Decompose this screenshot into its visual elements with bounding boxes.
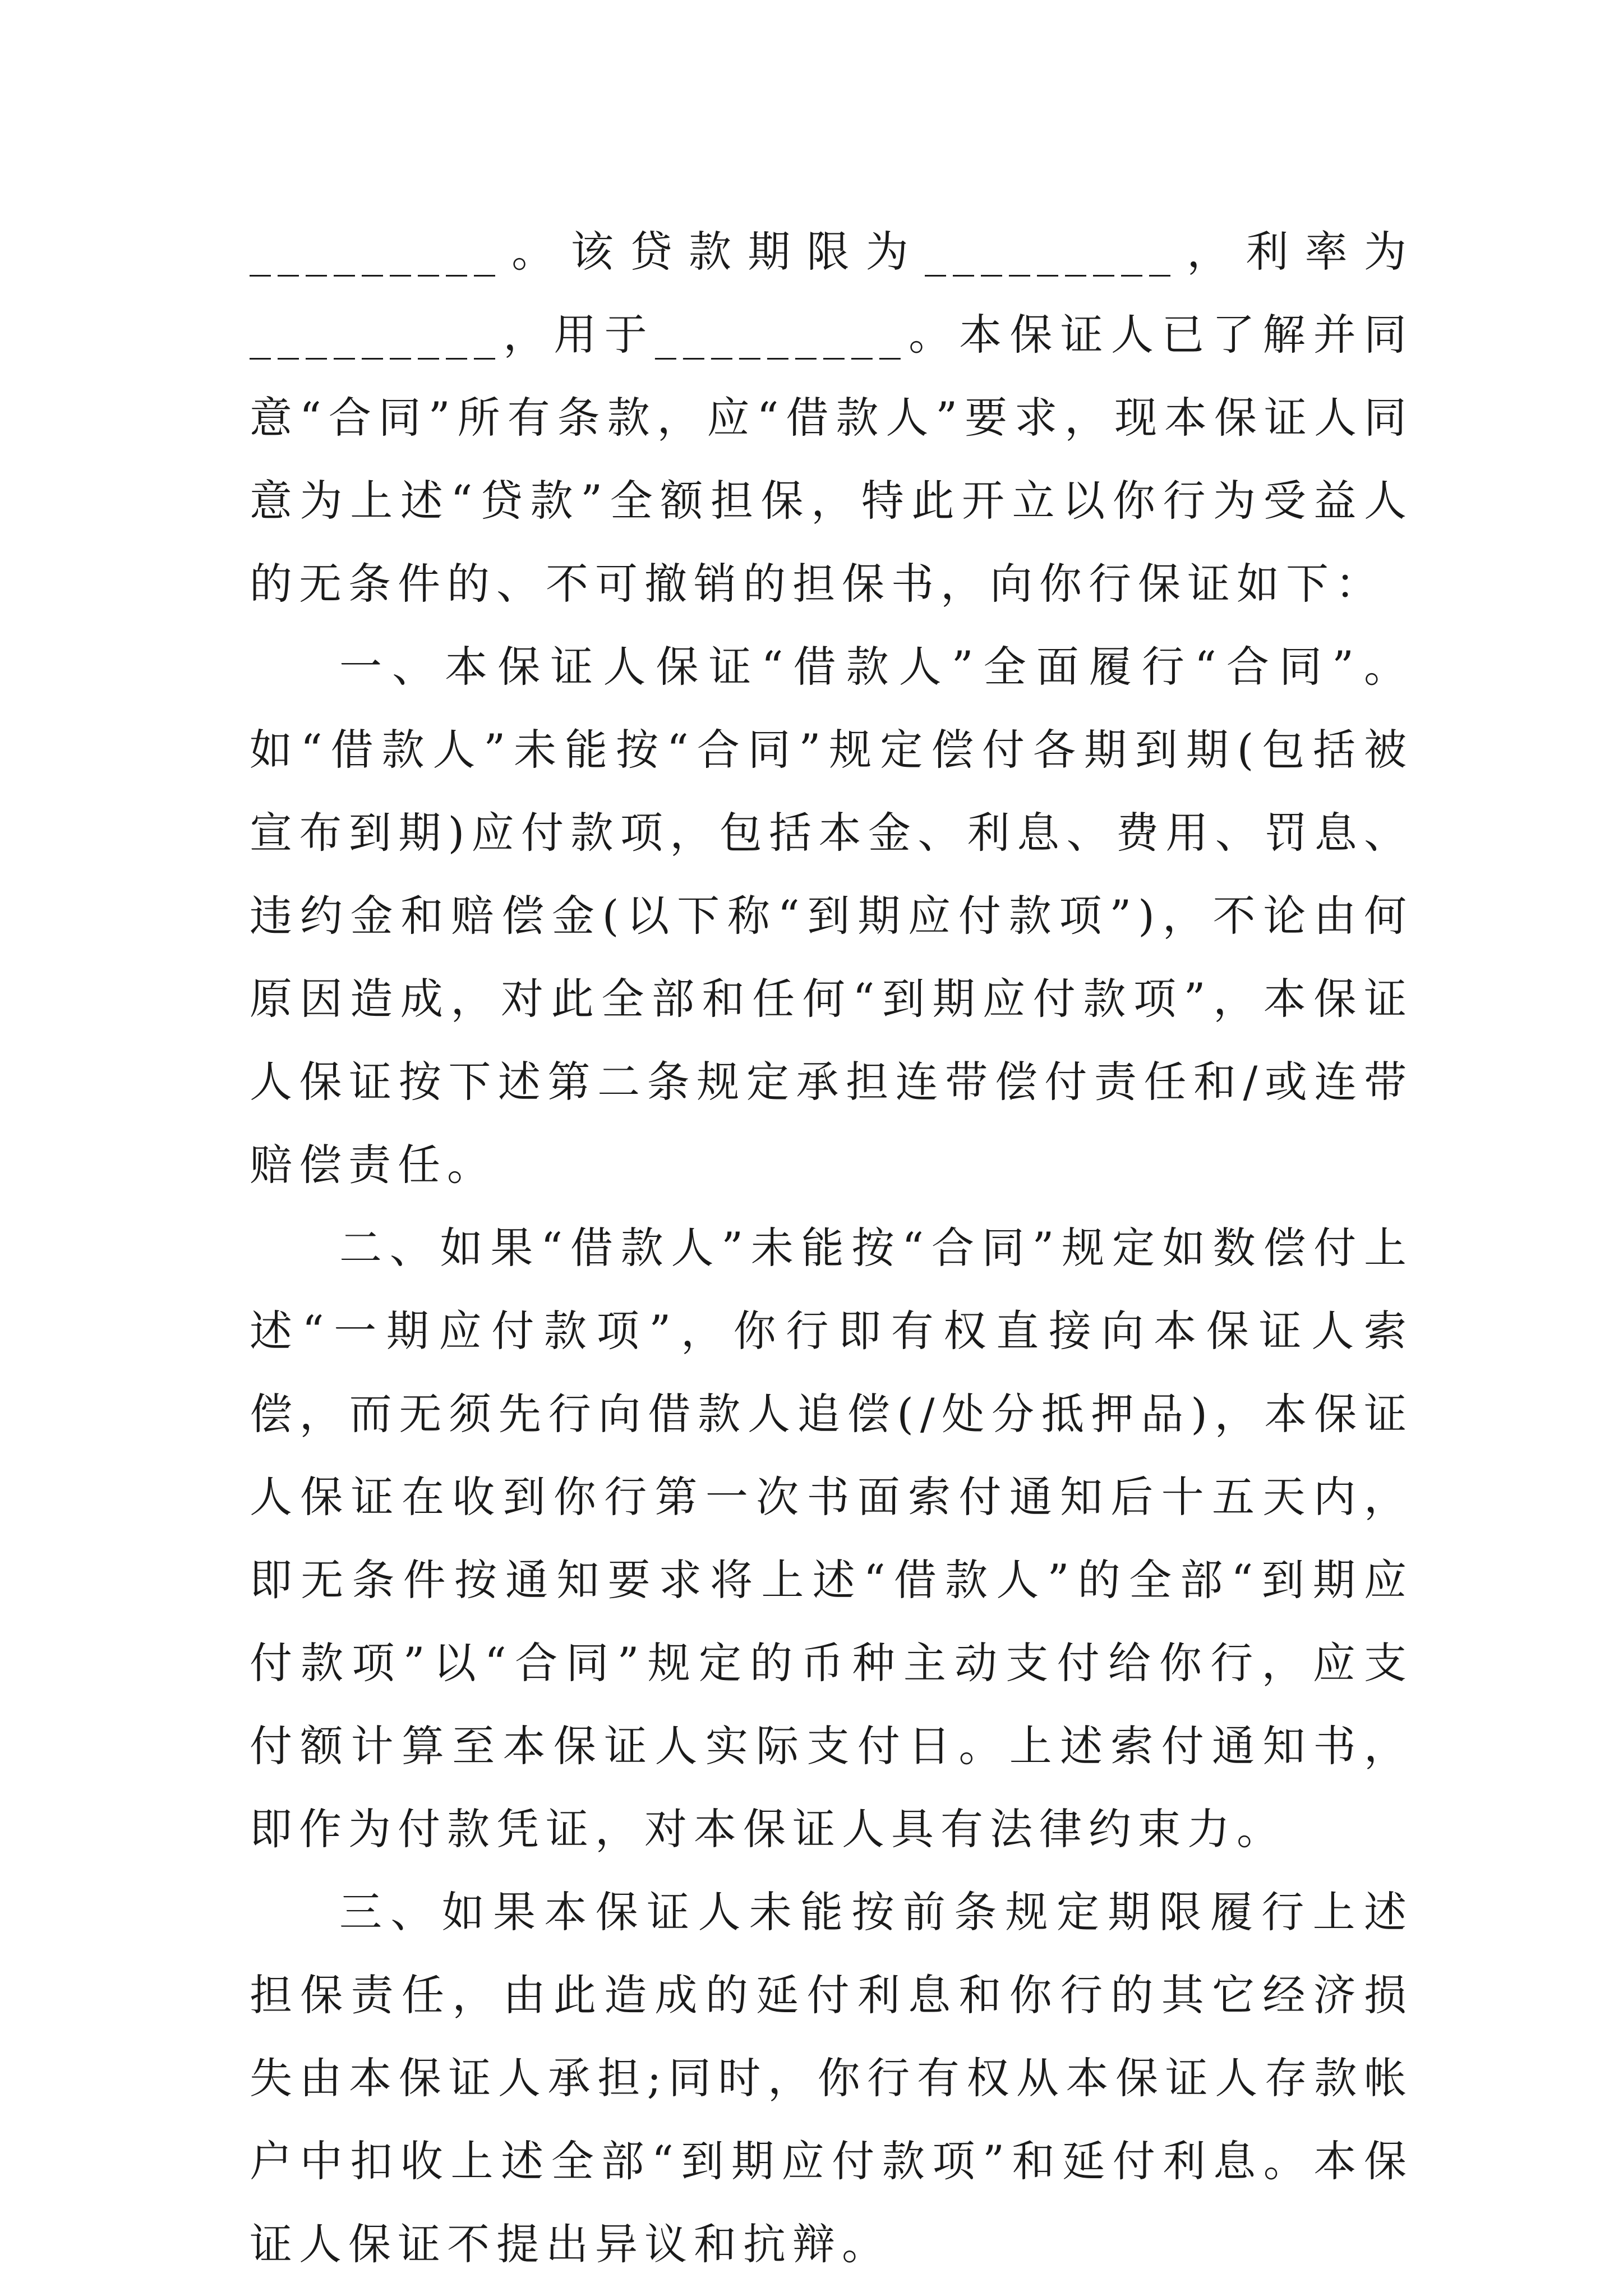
intro-paragraph: _________。该贷款期限为_________，利率为_________，用于_________。本保证人已了解并同意“合同”所有条款，应“借款人”要求，现本保证人同意为上述“贷款”全额担保，特此开立以你行为受益人的无条件的、不可撤销的担保书，向你行保证如下： xyxy=(250,227,1413,609)
clause-two-paragraph: 二、如果“借款人”未能按“合同”规定如数偿付上述“一期应付款项”，你行即有权直接向本保证人索偿，而无须先行向借款人追偿(/处分抵押品)，本保证人保证在收到你行第一次书面索付通知后十五天内，即无条件按通知要求将上述“借款人”的全部“到期应付款项”以“合同”规定的币种主动支付给你行，应支付额计算至本保证人实际支付日。上述索付通知书，即作为付款凭证，对本保证人具有法律约束力。 xyxy=(250,1223,1413,1854)
clause-three-paragraph: 三、如果本保证人未能按前条规定期限履行上述担保责任，由此造成的延付利息和你行的其它经济损失由本保证人承担;同时，你行有权从本保证人存款帐户中扣收上述全部“到期应付款项”和延付利息。本保证人保证不提出异议和抗辩。 xyxy=(250,1887,1413,2269)
clause-one-paragraph: 一、本保证人保证“借款人”全面履行“合同”。如“借款人”未能按“合同”规定偿付各期到期(包括被宣布到期)应付款项，包括本金、利息、费用、罚息、违约金和赔偿金(以下称“到期应付款项”)，不论由何原因造成，对此全部和任何“到期应付款项”，本保证人保证按下述第二条规定承担连带偿付责任和/或连带赔偿责任。 xyxy=(250,642,1413,1190)
guarantee-letter-body xyxy=(250,210,1413,2286)
